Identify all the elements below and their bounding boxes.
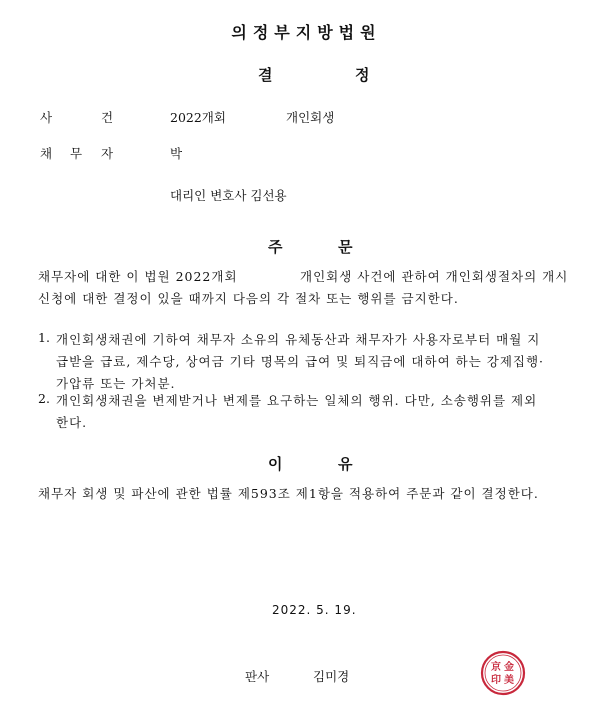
judge-seal-icon: [480, 650, 526, 696]
item-1-line-1: 개인회생채권에 기하여 채무자 소유의 유체동산과 채무자가 사용자로부터 매월 지: [56, 332, 541, 347]
item-2-line-2: 한다.: [56, 415, 88, 430]
case-label-char-1: 사: [40, 110, 53, 125]
order-text-line1a: 채무자에 대한 이 법원 2022개회: [38, 269, 238, 284]
svg-text:美: 美: [504, 675, 514, 686]
item-1-line-3: 가압류 또는 가처분.: [56, 376, 176, 391]
svg-text:印: 印: [491, 675, 501, 686]
case-number: 2022개회: [170, 110, 226, 125]
item-1-line-2: 급받을 급료, 제수당, 상여금 기타 명목의 급여 및 퇴직금에 대하여 하는 강제집행·: [56, 354, 545, 369]
decision-date: 2022. 5. 19.: [272, 603, 357, 617]
case-label-char-2: 건: [101, 110, 114, 125]
item-1-number: 1.: [38, 330, 50, 345]
judge-name: 김미경: [313, 669, 350, 684]
debtor-label-char-2: 무: [70, 146, 83, 161]
doc-title-char-1: 결: [258, 66, 273, 84]
item-2-number: 2.: [38, 391, 50, 406]
order-text-line1b: 개인회생 사건에 관하여 개인회생절차의 개시: [300, 269, 569, 284]
order-heading-char-1: 주: [268, 238, 283, 256]
svg-text:金: 金: [504, 662, 514, 673]
debtor-agent: 대리인 변호사 김선용: [170, 188, 287, 203]
order-text-line2: 신청에 대한 결정이 있을 때까지 다음의 각 절차 또는 행위를 금지한다.: [38, 291, 459, 306]
court-name: 의정부지방법원: [231, 23, 382, 42]
debtor-label-char-3: 자: [101, 146, 114, 161]
svg-text:京: 京: [491, 662, 501, 673]
reason-heading-char-2: 유: [338, 455, 353, 473]
case-type: 개인회생: [286, 110, 335, 125]
reason-heading-char-1: 이: [268, 455, 283, 473]
reason-text: 채무자 회생 및 파산에 관한 법률 제593조 제1항을 적용하여 주문과 같이 결정한다.: [38, 486, 539, 501]
debtor-name: 박: [170, 146, 183, 161]
order-heading-char-2: 문: [338, 238, 353, 256]
judge-title: 판사: [245, 669, 270, 684]
doc-title-char-2: 정: [355, 66, 370, 84]
debtor-label-char-1: 채: [40, 146, 53, 161]
item-2-line-1: 개인회생채권을 변제받거나 변제를 요구하는 일체의 행위. 다만, 소송행위를 제외: [56, 393, 538, 408]
